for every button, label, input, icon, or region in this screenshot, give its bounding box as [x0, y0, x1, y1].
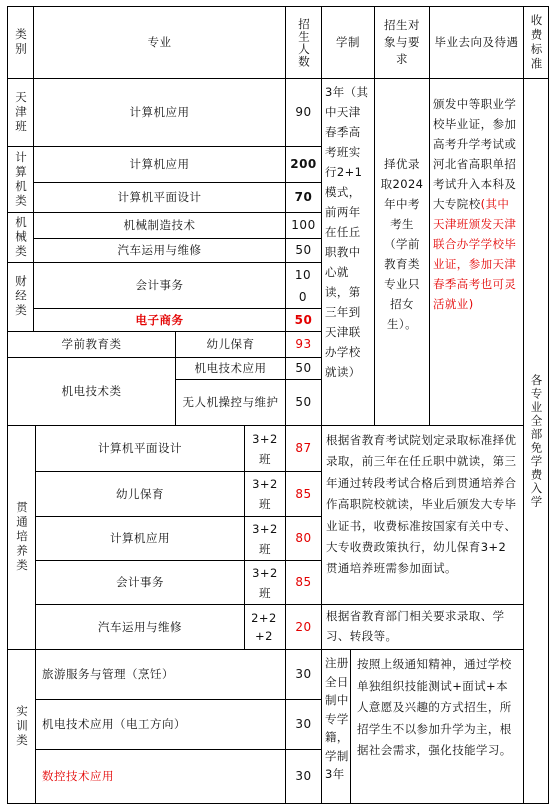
enroll-count: 100 [291, 218, 316, 232]
category-guantong: 贯通培养类 [15, 501, 29, 574]
major-name: 数控技术应用 [42, 769, 114, 783]
category-finance: 财经类 [14, 275, 28, 319]
enroll-count: 30 [295, 667, 312, 681]
program-duration: 3+2班 [252, 521, 278, 556]
major-name: 无人机操控与维护 [182, 395, 279, 409]
shixun-target: 按照上级通知精神，通过学校单独组织技能测试+面试+本人意愿及兴趣的方式招生，所招学生不以参加升学为主，根据社会需求，强化技能学习。 [357, 657, 512, 757]
major-name: 汽车运用与维修 [117, 243, 202, 257]
header-outcome: 毕业去向及待遇 [434, 35, 519, 49]
header-enroll-count: 招生人数 [297, 17, 311, 68]
enroll-count: 90 [295, 105, 312, 119]
major-name: 汽车运用与维修 [98, 619, 182, 634]
major-name: 机电技术应用 [194, 361, 267, 375]
shixun-duration: 注册全日制中专学籍，学制3年 [325, 656, 349, 781]
header-target: 招生对象与要求 [384, 18, 420, 66]
enroll-count: 50 [295, 243, 312, 257]
tianjin-target: 择优录取2024年中考考生（学前教育类专业只招女生）。 [380, 157, 424, 331]
major-name: 电子商务 [135, 312, 184, 327]
enroll-count: 80 [295, 531, 312, 545]
tianjin-outcome-note: (其中天津班颁发天津联合办学学校毕业证，参加天津春季高考也可灵活就业) [433, 197, 517, 311]
category-computer: 计算机类 [14, 150, 28, 209]
tianjin-outcome-text: 颁发中等职业学校毕业证，参加高考升学考试或河北省高职单招考试升入本科及大专院校 [433, 97, 517, 211]
enroll-count: 93 [295, 337, 312, 351]
enroll-count: 50 [294, 312, 313, 327]
major-name: 机械制造技术 [123, 218, 196, 232]
major-name: 计算机应用 [129, 105, 190, 119]
enroll-count: 85 [295, 575, 312, 589]
tianjin-outcome [433, 94, 519, 314]
fee-note: 各专业全部免学费入学 [529, 373, 544, 509]
major-name: 计算机平面设计 [98, 441, 182, 455]
enroll-count: 200 [290, 157, 317, 171]
major-name: 计算机应用 [129, 157, 190, 171]
category-machinery: 机械类 [14, 215, 28, 260]
enrollment-table [7, 6, 549, 804]
guantong-description: 根据省教育考试院划定录取标准择优录取，前三年在任丘职中就读，第三年通过转段考试合格后到贯通培养合作高职院校就读，毕业后颁发大专毕业证书，收费标准按国家有关中专、大专收费政策执行，幼儿保育3+2贯通培养班需参加面试。 [326, 433, 517, 576]
category-electromech: 机电技术类 [61, 384, 122, 398]
enroll-count: 87 [295, 441, 312, 455]
category-preschool: 学前教育类 [61, 337, 122, 351]
header-fee: 收费标准 [529, 13, 544, 72]
header-duration: 学制 [336, 35, 360, 49]
enroll-count: 70 [294, 190, 313, 204]
header-category: 类别 [14, 28, 28, 57]
category-shixun: 实训类 [15, 704, 29, 749]
major-name: 幼儿保育 [116, 486, 164, 501]
major-name: 旅游服务与管理（烹饪） [42, 667, 174, 681]
program-duration: 3+2班 [252, 477, 278, 511]
major-name: 幼儿保育 [206, 337, 255, 351]
guantong-auto-description: 根据省教育部门相关要求录取、学习、转段等。 [326, 609, 505, 643]
major-name: 会计事务 [135, 278, 184, 292]
category-tianjin: 天津班 [14, 90, 28, 135]
enroll-count: 100 [294, 267, 312, 304]
enroll-count: 30 [295, 717, 312, 731]
major-name: 会计事务 [116, 575, 164, 589]
enroll-count: 20 [295, 619, 312, 634]
major-name: 计算机平面设计 [117, 190, 202, 204]
enroll-count: 85 [295, 486, 312, 501]
major-name: 计算机应用 [110, 531, 170, 545]
enroll-count: 50 [295, 395, 312, 409]
enroll-count: 50 [295, 361, 312, 375]
enroll-count: 30 [295, 769, 312, 783]
program-duration: 3+2班 [252, 565, 278, 600]
program-duration: 3+2班 [252, 431, 278, 466]
tianjin-duration: 3年（其中天津春季高考班实行2+1模式，前两年在任丘职教中心就读，第三年到天津联办学校就读） [325, 85, 369, 379]
major-name: 机电技术应用（电工方向） [42, 717, 186, 731]
program-duration: 2+2+2 [251, 611, 277, 643]
header-major: 专业 [147, 35, 172, 49]
